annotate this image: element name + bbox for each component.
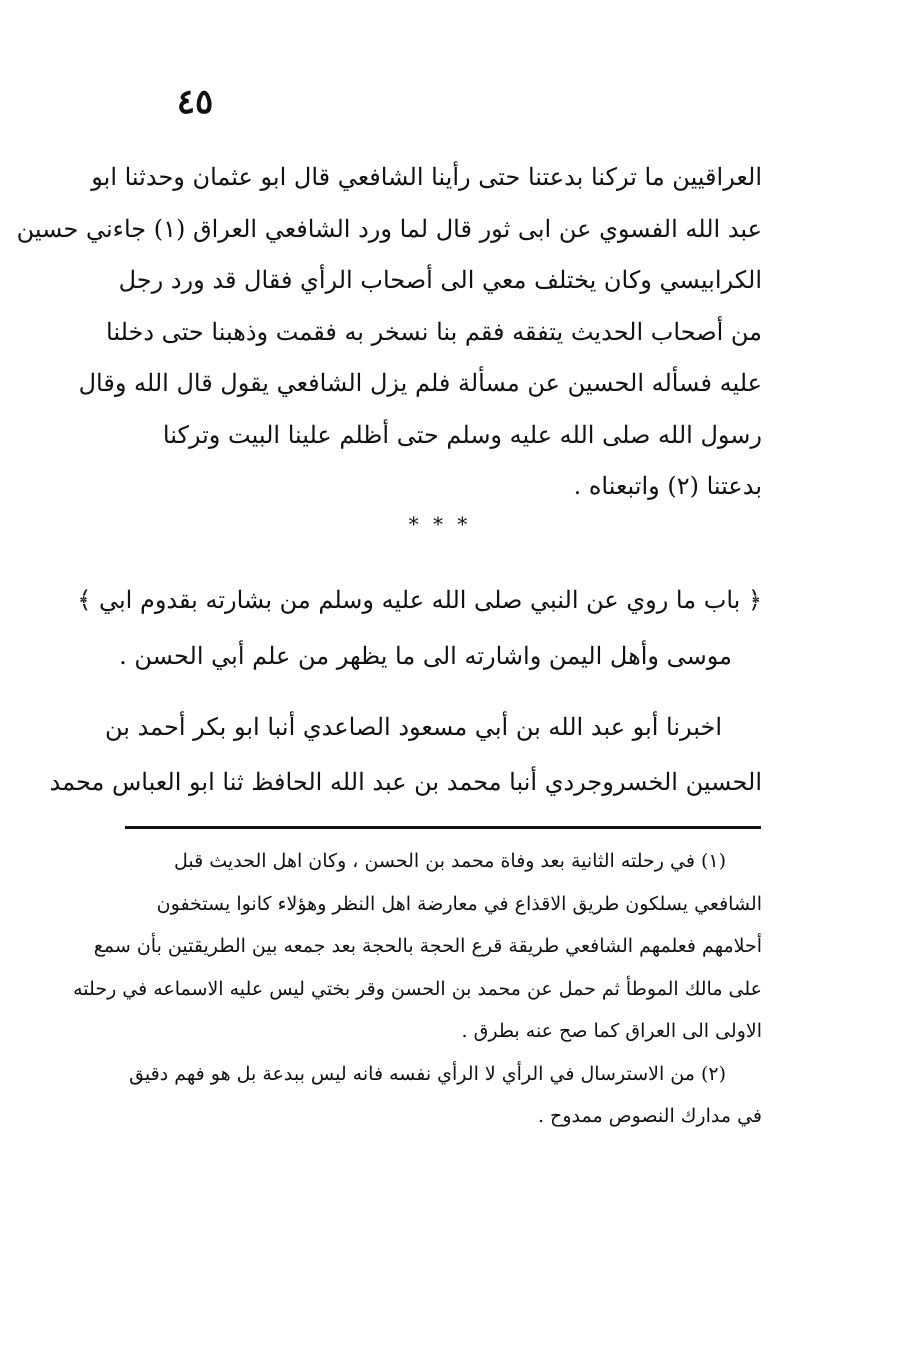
footnote-line: (١) في رحلته الثانية بعد وفاة محمد بن الحسن ، وكان اهل الحديث قبل	[174, 850, 726, 872]
narration-line: الحسين الخسروجردي أنبا محمد بن عبد الله الحافظ ثنا ابو العباس محمد	[49, 768, 762, 796]
chapter-heading	[77, 572, 762, 684]
body-line: من أصحاب الحديث يتفقه فقم بنا نسخر به فقمت وذهبنا حتى دخلنا	[106, 317, 762, 346]
footnote-divider	[125, 826, 761, 829]
body-line: العراقيين ما تركنا بدعتنا حتى رأينا الشافعي قال ابو عثمان وحدثنا ابو	[91, 163, 762, 191]
footnotes	[73, 840, 762, 1138]
body-line: عبد الله الفسوي عن ابى ثور قال لما ورد الشافعي العراق (١) جاءني حسين	[16, 214, 762, 243]
section-separator: * * *	[408, 512, 472, 536]
footnote-line: في مدارك النصوص ممدوح .	[537, 1105, 762, 1127]
body-line: رسول الله صلى الله عليه وسلم حتى أظلم علينا البيت وتركنا	[162, 420, 762, 449]
narration-line: اخبرنا أبو عبد الله بن أبي مسعود الصاعدي أنبا ابو بكر أحمد بن	[104, 713, 722, 741]
footnote-line: الشافعي يسلكون طريق الاقذاع في معارضة اهل النظر وهؤلاء كانوا يستخفون	[156, 892, 762, 915]
chapter-heading-line: موسى وأهل اليمن واشارته الى ما يظهر من علم أبي الحسن .	[119, 642, 732, 670]
narration-text	[49, 700, 762, 810]
body-line: الكرابيسي وكان يختلف معي الى أصحاب الرأي فقال قد ورد رجل	[118, 266, 762, 294]
page-number: ٤٥	[176, 82, 214, 122]
footnote-line: الاولى الى العراق كما صح عنه بطرق .	[461, 1020, 762, 1042]
body-line: عليه فسأله الحسين عن مسألة فلم يزل الشافعي يقول قال الله وقال	[78, 369, 762, 397]
main-body-text	[16, 152, 762, 513]
footnote-line: (٢) من الاسترسال في الرأي لا الرأي نفسه فانه ليس ببدعة بل هو فهم دقيق	[129, 1062, 726, 1085]
footnote-line: أحلامهم فعلمهم الشافعي طريقة قرع الحجة بالحجة بعد جمعه بين الطريقتين بأن سمع	[93, 935, 762, 957]
chapter-heading-line: ﴿ باب ما روي عن النبي صلى الله عليه وسلم من بشارته بقدوم ابي ﴾	[77, 586, 762, 614]
body-line: بدعتنا (٢) واتبعناه .	[573, 472, 762, 500]
footnote-line: على مالك الموطأ ثم حمل عن محمد بن الحسن وقر بختي ليس عليه الاسماعه في رحلته	[73, 977, 762, 1000]
